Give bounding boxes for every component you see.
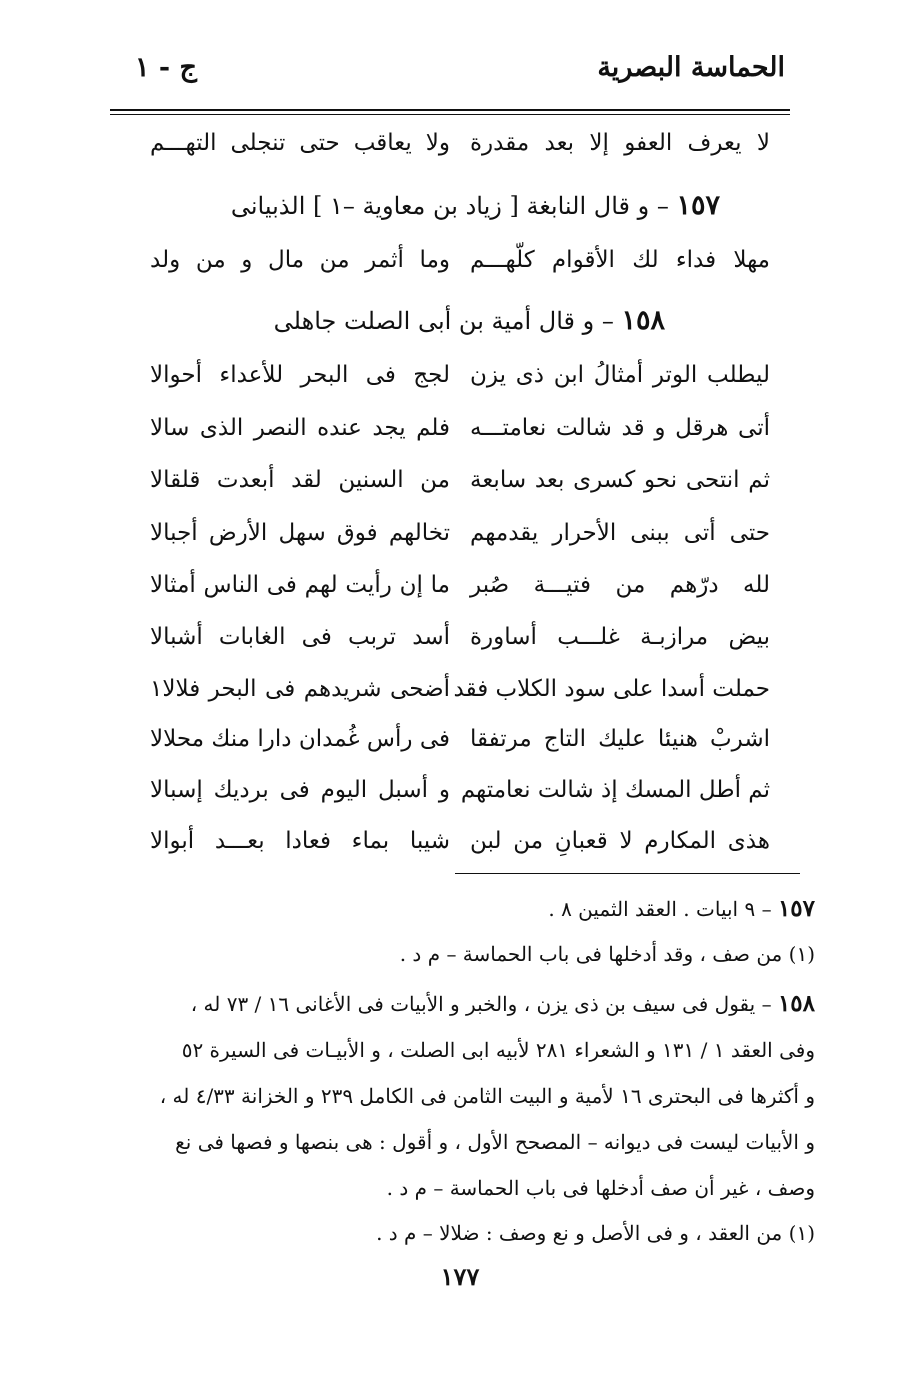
- footnote-line: [95, 1082, 815, 1109]
- verse-first-hemistich: لا يعرف العفو إلا بعد مقدرة: [470, 130, 770, 156]
- section-number: ١٥٨: [621, 305, 665, 336]
- verse-second-hemistich: أسد تربب فى الغابات أشبالا: [150, 624, 450, 650]
- footnote-text: (١) من صف ، وقد أدخلها فى باب الحماسة – م د .: [399, 942, 815, 966]
- verse-second-hemistich: لجج فى البحر للأعداء أحوالا: [150, 362, 450, 388]
- verse-line: [150, 520, 770, 570]
- footnote-text: وصف ، غير أن صف أدخلها فى باب الحماسة – م د .: [386, 1176, 815, 1200]
- verse-line: [150, 572, 770, 622]
- footnote-line: [95, 1219, 815, 1246]
- footnote-text: و أكثرها فى البحترى ١٦ لأمية و البيت الثامن فى الكامل ٢٣٩ و الخزانة ٤/٣٣ له ،: [159, 1084, 815, 1108]
- section-title: – و قال أمية بن أبى الصلت جاهلى: [273, 307, 614, 335]
- footnote-text: – ٩ ابيات . العقد الثمين ٨ .: [548, 897, 778, 921]
- verse-line: [150, 676, 770, 726]
- verse-line: [150, 247, 770, 297]
- verse-second-hemistich: وما أثمر من مال و من ولد: [150, 247, 450, 273]
- section-number: ١٥٧: [676, 190, 720, 221]
- verse-second-hemistich: من السنين لقد أبعدت قلقالا: [150, 467, 450, 493]
- verse-second-hemistich: و أسبل اليوم فى برديك إسبالا: [150, 777, 450, 803]
- page-number: ١٧٧: [440, 1262, 480, 1291]
- header-rule: [110, 109, 790, 111]
- verse-line: [150, 828, 770, 878]
- page-header: [135, 52, 785, 102]
- verse-first-hemistich: أتى هرقل و قد شالت نعامتـــه: [470, 415, 770, 441]
- verse-second-hemistich: فى رأس غُمدان دارا منك محلالا: [150, 726, 450, 752]
- verse-second-hemistich: ولا يعاقب حتى تنجلى التهـــم: [150, 130, 450, 156]
- footnote-line: [95, 1128, 815, 1155]
- footnote-text: (١) من العقد ، و فى الأصل و نع وصف : ضلالا – م د .: [376, 1221, 815, 1245]
- footnote-line: [95, 1036, 815, 1063]
- verse-second-hemistich: فلم يجد عنده النصر الذى سالا: [150, 415, 450, 441]
- verse-second-hemistich: أضحى شريدهم فى البحر فلالا١: [150, 676, 450, 702]
- footnote-text: وفى العقد ١ / ١٣١ و الشعراء ٢٨١ لأبيه ابى الصلت ، و الأبيـات فى السيرة ٥٢: [181, 1038, 815, 1062]
- verse-line: [150, 624, 770, 674]
- verse-line: [150, 726, 770, 776]
- book-title: الحماسة البصرية: [597, 52, 785, 83]
- footnote-number: ١٥٧: [777, 895, 815, 922]
- verse-first-hemistich: هذى المكارم لا قعبانِ من لبن: [470, 828, 770, 854]
- verse-second-hemistich: تخالهم فوق سهل الأرض أجبالا: [150, 520, 450, 546]
- verse-second-hemistich: شيبا بماء فعادا بعـــد أبوالا: [150, 828, 450, 854]
- verse-first-hemistich: حتى أتى ببنى الأحرار يقدمهم: [470, 520, 770, 546]
- verse-line: [150, 415, 770, 465]
- verse-line: [150, 777, 770, 827]
- footnote-line: [95, 1174, 815, 1201]
- footnote-text: و الأبيات ليست فى ديوانه – المصحح الأول ، و أقول : هى بنصها و فصها فى نع: [175, 1130, 815, 1154]
- verse-first-hemistich: اشربْ هنيئا عليك التاج مرتفقا: [470, 726, 770, 752]
- footnote-rule: [455, 873, 800, 874]
- footnote-text: – يقول فى سيف بن ذى يزن ، والخبر و الأبيات فى الأغانى ١٦ / ٧٣ له ،: [190, 992, 778, 1016]
- verse-second-hemistich: ما إن رأيت لهم فى الناس أمثالا: [150, 572, 450, 598]
- section-title: – و قال النابغة [ زياد بن معاوية –١ ] الذبيانى: [230, 192, 669, 220]
- header-rule-thin: [110, 114, 790, 115]
- section-158-heading: [274, 305, 665, 336]
- verse-first-hemistich: مهلا فداء لك الأقوام كلّهـــم: [470, 247, 770, 273]
- verse-first-hemistich: بيض مرازبـة غلـــب أساورة: [470, 624, 770, 650]
- verse-line: [150, 130, 770, 180]
- footnote-line: [95, 990, 815, 1017]
- footnote-line: [95, 895, 815, 922]
- verse-line: [150, 362, 770, 412]
- volume-label: ج - ١: [135, 52, 197, 83]
- verse-line: [150, 467, 770, 517]
- section-157-heading: [231, 190, 720, 221]
- verse-first-hemistich: حملت أسدا على سود الكلاب فقد: [453, 676, 770, 702]
- verse-first-hemistich: لله درّهم من فتيـــة صُبر: [470, 572, 770, 598]
- footnote-number: ١٥٨: [777, 990, 815, 1017]
- footnote-line: [95, 940, 815, 967]
- verse-first-hemistich: ثم انتحى نحو كسرى بعد سابعة: [470, 467, 770, 493]
- verse-first-hemistich: ليطلب الوتر أمثالُ ابن ذى يزن: [470, 362, 770, 388]
- verse-first-hemistich: ثم أطل المسك إذ شالت نعامتهم: [460, 777, 770, 803]
